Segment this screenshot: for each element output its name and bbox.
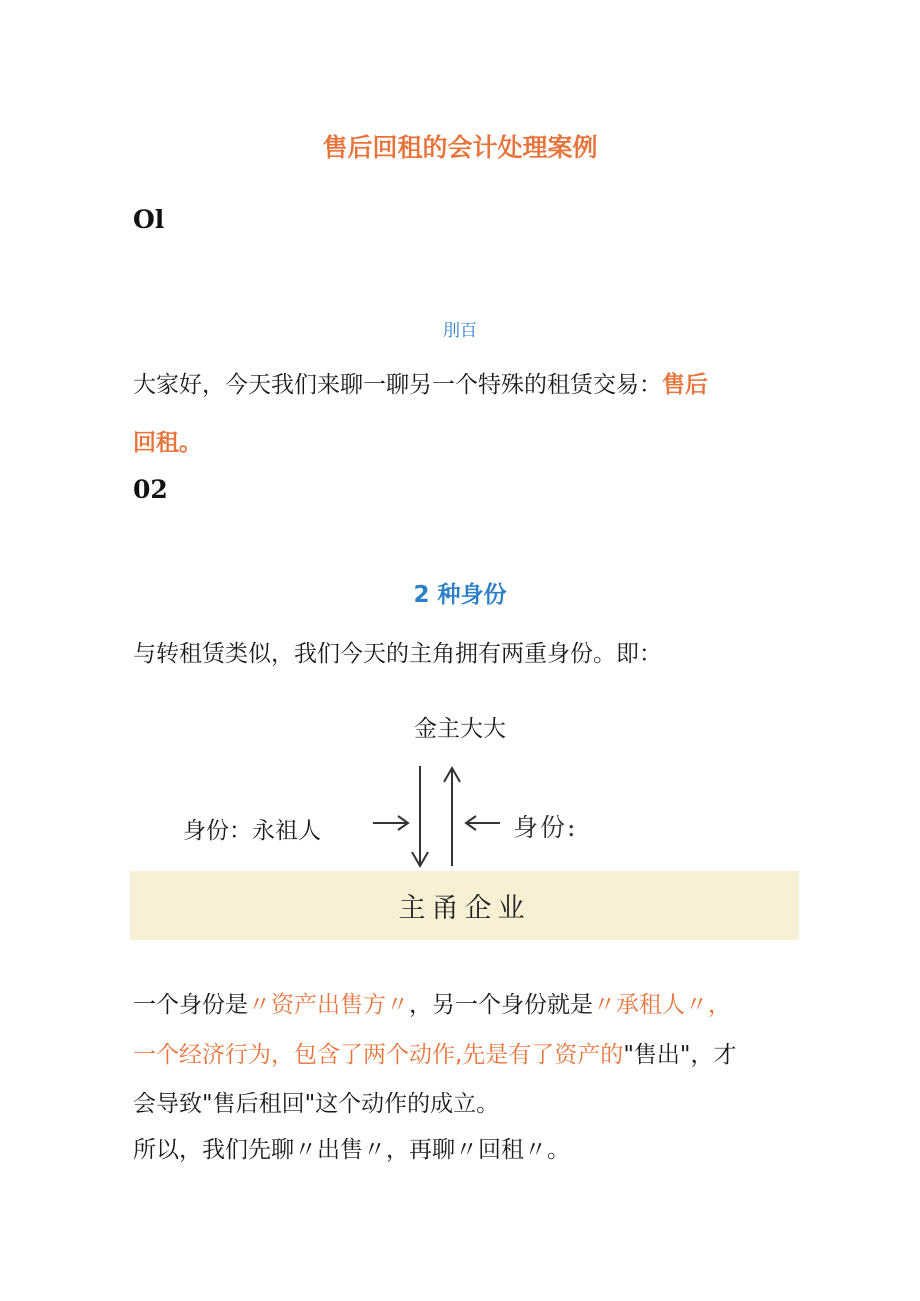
body-highlight: 〃资产出售方〃 [248,992,409,1018]
intro-highlight-2: 回租。 [133,430,202,456]
arrow-right-icon [373,816,408,830]
body-line-4: 所以，我们先聊〃出售〃，再聊〃回租〃。 [133,1137,570,1163]
diagram-top-label: 金主大大 [414,716,506,742]
intro-highlight-1: 售后 [662,372,708,398]
body-text: "售出"，才 [623,1042,737,1068]
diagram-left-label: 身份：永祖人 [183,818,321,844]
diagram-right-label: 身份: [513,813,578,842]
section-number-1: Ol [133,205,165,234]
section-heading-identities: 2 种身份 [413,582,507,608]
diagram-bottom-label: 主甬企业 [398,893,531,924]
page-title: 售后回租的会计处理案例 [322,133,598,162]
section-label-foreword: 刖百 [443,321,477,341]
body-highlight: 一个经济行为，包含了两个动作,先是有了资产的 [133,1042,624,1068]
body-text: ，另一个身份就是 [409,992,593,1018]
body-line-3: 会导致"售后租回"这个动作的成立。 [133,1091,500,1117]
body-line-1 [133,986,731,1019]
body-highlight: 〃承租人〃， [593,992,731,1018]
arrow-down-icon [412,766,428,866]
body-text: 一个身份是 [133,992,248,1018]
intro-text: 大家好，今天我们来聊一聊另一个特殊的租赁交易： [133,372,662,398]
section-number-2: 02 [133,475,168,504]
body-line-2 [133,1036,736,1069]
arrow-up-icon [444,768,460,866]
section2-intro: 与转租赁类似，我们今天的主角拥有两重身份。即： [133,641,662,667]
arrow-left-icon [466,816,500,830]
